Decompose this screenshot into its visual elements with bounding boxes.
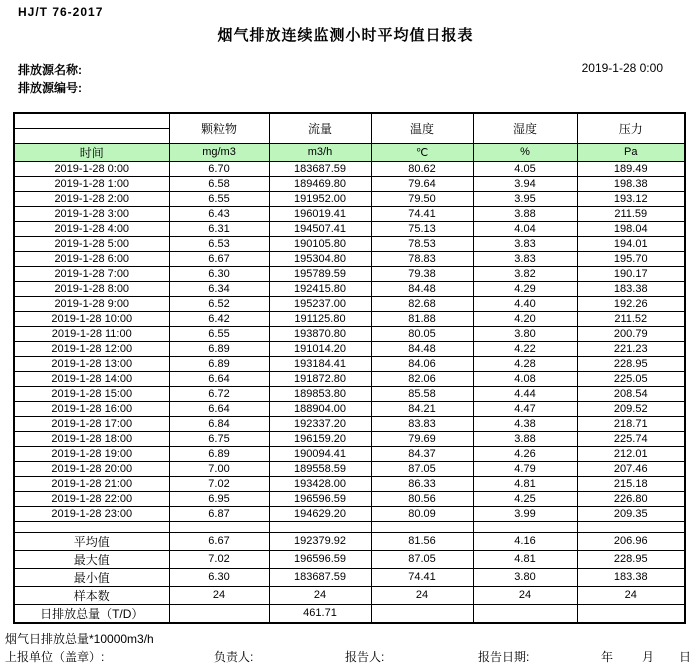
value-cell — [371, 604, 473, 623]
table-row — [14, 401, 685, 416]
table-row — [14, 356, 685, 371]
time-cell: 2019-1-28 3:00 — [14, 206, 169, 221]
value-cell: 3.95 — [473, 191, 577, 206]
value-cell: 198.38 — [577, 176, 685, 191]
value-cell: 7.02 — [169, 476, 269, 491]
empty-cell — [269, 521, 371, 532]
day-label: 日 — [679, 650, 691, 664]
value-cell: 24 — [269, 586, 371, 604]
value-cell: 74.41 — [371, 568, 473, 586]
value-cell: 83.83 — [371, 416, 473, 431]
value-cell: 4.40 — [473, 296, 577, 311]
value-cell: 6.89 — [169, 446, 269, 461]
value-cell: 3.88 — [473, 431, 577, 446]
table-row — [14, 236, 685, 251]
table-row — [14, 491, 685, 506]
value-cell: 82.06 — [371, 371, 473, 386]
value-cell: 6.64 — [169, 371, 269, 386]
value-cell: 218.71 — [577, 416, 685, 431]
value-cell: 78.53 — [371, 236, 473, 251]
value-cell: 195.70 — [577, 251, 685, 266]
value-cell: 24 — [371, 586, 473, 604]
value-cell: 85.58 — [371, 386, 473, 401]
time-cell: 2019-1-28 14:00 — [14, 371, 169, 386]
value-cell: 24 — [577, 586, 685, 604]
table-row — [14, 586, 685, 604]
spacer-section — [14, 521, 685, 532]
time-cell: 2019-1-28 19:00 — [14, 446, 169, 461]
value-cell: 81.56 — [371, 532, 473, 550]
value-cell: 6.53 — [169, 236, 269, 251]
source-code-label: 排放源编号: — [18, 81, 82, 95]
value-cell: 80.05 — [371, 326, 473, 341]
value-cell: 84.48 — [371, 281, 473, 296]
value-cell: 80.09 — [371, 506, 473, 521]
report-table — [13, 112, 686, 624]
value-cell: 4.44 — [473, 386, 577, 401]
value-cell: 81.88 — [371, 311, 473, 326]
value-cell: 84.06 — [371, 356, 473, 371]
value-cell: 4.08 — [473, 371, 577, 386]
value-cell: 196159.20 — [269, 431, 371, 446]
table-row — [14, 281, 685, 296]
value-cell: 6.89 — [169, 356, 269, 371]
empty-cell — [169, 521, 269, 532]
value-cell: 6.58 — [169, 176, 269, 191]
value-cell: 190094.41 — [269, 446, 371, 461]
report-table-head — [14, 113, 685, 161]
value-cell: 208.54 — [577, 386, 685, 401]
value-cell: 6.64 — [169, 401, 269, 416]
column-header-temperature: 温度 — [371, 113, 473, 143]
value-cell: 3.80 — [473, 326, 577, 341]
report-datetime: 2019-1-28 0:00 — [581, 61, 663, 75]
value-cell: 206.96 — [577, 532, 685, 550]
table-row — [14, 251, 685, 266]
value-cell: 87.05 — [371, 461, 473, 476]
value-cell: 192415.80 — [269, 281, 371, 296]
value-cell: 84.48 — [371, 341, 473, 356]
time-cell: 2019-1-28 11:00 — [14, 326, 169, 341]
value-cell: 24 — [169, 586, 269, 604]
value-cell: 4.81 — [473, 550, 577, 568]
time-cell: 2019-1-28 1:00 — [14, 176, 169, 191]
value-cell: 87.05 — [371, 550, 473, 568]
empty-cell — [473, 521, 577, 532]
value-cell: 192337.20 — [269, 416, 371, 431]
value-cell: 80.62 — [371, 161, 473, 176]
value-cell: 80.56 — [371, 491, 473, 506]
report-date-label: 报告日期: — [478, 650, 530, 664]
value-cell: 212.01 — [577, 446, 685, 461]
value-cell: 189.49 — [577, 161, 685, 176]
table-row — [14, 532, 685, 550]
empty-cell — [371, 521, 473, 532]
table-row — [14, 311, 685, 326]
table-row — [14, 476, 685, 491]
value-cell: 6.30 — [169, 266, 269, 281]
time-cell: 2019-1-28 4:00 — [14, 221, 169, 236]
value-cell: 4.28 — [473, 356, 577, 371]
value-cell: 196596.59 — [269, 550, 371, 568]
value-cell: 209.52 — [577, 401, 685, 416]
value-cell: 225.74 — [577, 431, 685, 446]
value-cell: 211.59 — [577, 206, 685, 221]
column-header-particulate: 颗粒物 — [169, 113, 269, 143]
value-cell: 189469.80 — [269, 176, 371, 191]
value-cell: 4.25 — [473, 491, 577, 506]
value-cell: 193.12 — [577, 191, 685, 206]
header-row — [14, 113, 685, 128]
corner-cell-bottom — [14, 128, 169, 143]
value-cell: 7.02 — [169, 550, 269, 568]
value-cell — [577, 604, 685, 623]
table-row — [14, 221, 685, 236]
value-cell: 191952.00 — [269, 191, 371, 206]
value-cell: 84.37 — [371, 446, 473, 461]
value-cell: 6.84 — [169, 416, 269, 431]
value-cell: 4.29 — [473, 281, 577, 296]
value-cell: 6.67 — [169, 532, 269, 550]
month-label: 月 — [642, 650, 655, 664]
time-cell: 2019-1-28 12:00 — [14, 341, 169, 356]
value-cell: 6.89 — [169, 341, 269, 356]
corner-cell-top — [14, 113, 169, 128]
table-row — [14, 371, 685, 386]
time-cell: 2019-1-28 23:00 — [14, 506, 169, 521]
value-cell: 192379.92 — [269, 532, 371, 550]
value-cell: 6.70 — [169, 161, 269, 176]
reporter-label: 报告人: — [345, 650, 385, 664]
value-cell: 3.94 — [473, 176, 577, 191]
time-cell: 2019-1-28 8:00 — [14, 281, 169, 296]
time-cell: 2019-1-28 5:00 — [14, 236, 169, 251]
table-row — [14, 461, 685, 476]
spacer-row — [14, 521, 685, 532]
time-column-header: 时间 — [14, 143, 169, 161]
value-cell: 3.83 — [473, 236, 577, 251]
table-row — [14, 296, 685, 311]
year-label: 年 — [601, 650, 614, 664]
table-row — [14, 191, 685, 206]
time-cell: 2019-1-28 2:00 — [14, 191, 169, 206]
value-cell: 194507.41 — [269, 221, 371, 236]
summary-label-cell: 日排放总量（T/D） — [14, 604, 169, 623]
value-cell: 195304.80 — [269, 251, 371, 266]
time-cell: 2019-1-28 16:00 — [14, 401, 169, 416]
value-cell: 4.22 — [473, 341, 577, 356]
source-name-label: 排放源名称: — [18, 63, 82, 77]
value-cell: 6.30 — [169, 568, 269, 586]
report-unit-label: 上报单位（盖章）: — [5, 650, 105, 664]
table-row — [14, 431, 685, 446]
value-cell: 6.67 — [169, 251, 269, 266]
summary-label-cell: 最小值 — [14, 568, 169, 586]
value-cell: 228.95 — [577, 550, 685, 568]
signature-row — [0, 648, 691, 666]
value-cell: 82.68 — [371, 296, 473, 311]
value-cell: 24 — [473, 586, 577, 604]
value-cell: 7.00 — [169, 461, 269, 476]
table-row — [14, 341, 685, 356]
value-cell: 4.81 — [473, 476, 577, 491]
value-cell: 78.83 — [371, 251, 473, 266]
table-row — [14, 506, 685, 521]
value-cell: 6.34 — [169, 281, 269, 296]
value-cell: 6.95 — [169, 491, 269, 506]
value-cell: 6.72 — [169, 386, 269, 401]
value-cell: 188904.00 — [269, 401, 371, 416]
value-cell: 74.41 — [371, 206, 473, 221]
value-cell — [473, 604, 577, 623]
value-cell: 6.43 — [169, 206, 269, 221]
column-header-flow: 流量 — [269, 113, 371, 143]
value-cell: 3.99 — [473, 506, 577, 521]
value-cell: 207.46 — [577, 461, 685, 476]
value-cell: 194629.20 — [269, 506, 371, 521]
value-cell: 4.47 — [473, 401, 577, 416]
summary-label-cell: 平均值 — [14, 532, 169, 550]
value-cell: 195789.59 — [269, 266, 371, 281]
value-cell: 4.16 — [473, 532, 577, 550]
value-cell: 3.80 — [473, 568, 577, 586]
value-cell: 190.17 — [577, 266, 685, 281]
column-header-humidity: 湿度 — [473, 113, 577, 143]
unit-flow: m3/h — [269, 143, 371, 161]
report-table-summary — [14, 532, 685, 623]
value-cell: 86.33 — [371, 476, 473, 491]
table-row — [14, 604, 685, 623]
table-row — [14, 161, 685, 176]
unit-pressure: Pa — [577, 143, 685, 161]
value-cell: 189558.59 — [269, 461, 371, 476]
value-cell: 84.21 — [371, 401, 473, 416]
value-cell: 211.52 — [577, 311, 685, 326]
value-cell: 79.69 — [371, 431, 473, 446]
empty-cell — [14, 521, 169, 532]
value-cell: 4.20 — [473, 311, 577, 326]
table-row — [14, 416, 685, 431]
time-cell: 2019-1-28 15:00 — [14, 386, 169, 401]
value-cell: 6.75 — [169, 431, 269, 446]
value-cell: 191125.80 — [269, 311, 371, 326]
value-cell: 3.83 — [473, 251, 577, 266]
summary-label-cell: 样本数 — [14, 586, 169, 604]
time-cell: 2019-1-28 17:00 — [14, 416, 169, 431]
summary-label-cell: 最大值 — [14, 550, 169, 568]
value-cell: 4.04 — [473, 221, 577, 236]
table-row — [14, 206, 685, 221]
value-cell: 6.31 — [169, 221, 269, 236]
value-cell: 79.38 — [371, 266, 473, 281]
value-cell: 3.82 — [473, 266, 577, 281]
value-cell: 6.52 — [169, 296, 269, 311]
value-cell: 4.05 — [473, 161, 577, 176]
value-cell: 193184.41 — [269, 356, 371, 371]
time-cell: 2019-1-28 0:00 — [14, 161, 169, 176]
value-cell: 200.79 — [577, 326, 685, 341]
time-cell: 2019-1-28 18:00 — [14, 431, 169, 446]
table-row — [14, 176, 685, 191]
page-title: 烟气排放连续监测小时平均值日报表 — [217, 27, 474, 44]
value-cell: 191872.80 — [269, 371, 371, 386]
time-cell: 2019-1-28 6:00 — [14, 251, 169, 266]
value-cell: 75.13 — [371, 221, 473, 236]
value-cell: 228.95 — [577, 356, 685, 371]
standard-code: HJ/T 76-2017 — [18, 5, 104, 19]
report-table-body — [14, 161, 685, 521]
time-cell: 2019-1-28 7:00 — [14, 266, 169, 281]
value-cell: 193870.80 — [269, 326, 371, 341]
value-cell: 194.01 — [577, 236, 685, 251]
value-cell: 461.71 — [269, 604, 371, 623]
value-cell: 3.88 — [473, 206, 577, 221]
table-row — [14, 550, 685, 568]
value-cell: 4.26 — [473, 446, 577, 461]
value-cell: 79.50 — [371, 191, 473, 206]
value-cell: 226.80 — [577, 491, 685, 506]
value-cell: 6.42 — [169, 311, 269, 326]
value-cell: 183687.59 — [269, 568, 371, 586]
value-cell: 6.87 — [169, 506, 269, 521]
value-cell: 193428.00 — [269, 476, 371, 491]
time-cell: 2019-1-28 21:00 — [14, 476, 169, 491]
daily-total-note: 烟气日排放总量*10000m3/h — [5, 632, 154, 646]
table-row — [14, 266, 685, 281]
time-cell: 2019-1-28 9:00 — [14, 296, 169, 311]
table-row — [14, 326, 685, 341]
value-cell: 195237.00 — [269, 296, 371, 311]
value-cell: 196019.41 — [269, 206, 371, 221]
value-cell: 189853.80 — [269, 386, 371, 401]
value-cell: 196596.59 — [269, 491, 371, 506]
value-cell: 183.38 — [577, 281, 685, 296]
value-cell: 6.55 — [169, 326, 269, 341]
table-row — [14, 386, 685, 401]
value-cell — [169, 604, 269, 623]
column-header-pressure: 压力 — [577, 113, 685, 143]
value-cell: 191014.20 — [269, 341, 371, 356]
value-cell: 183687.59 — [269, 161, 371, 176]
unit-temperature: ℃ — [371, 143, 473, 161]
table-row — [14, 446, 685, 461]
value-cell: 183.38 — [577, 568, 685, 586]
value-cell: 198.04 — [577, 221, 685, 236]
unit-particulate: mg/m3 — [169, 143, 269, 161]
unit-humidity: % — [473, 143, 577, 161]
time-cell: 2019-1-28 10:00 — [14, 311, 169, 326]
value-cell: 79.64 — [371, 176, 473, 191]
empty-cell — [577, 521, 685, 532]
value-cell: 190105.80 — [269, 236, 371, 251]
value-cell: 192.26 — [577, 296, 685, 311]
value-cell: 225.05 — [577, 371, 685, 386]
time-cell: 2019-1-28 22:00 — [14, 491, 169, 506]
value-cell: 4.38 — [473, 416, 577, 431]
unit-row — [14, 143, 685, 161]
value-cell: 221.23 — [577, 341, 685, 356]
value-cell: 215.18 — [577, 476, 685, 491]
time-cell: 2019-1-28 13:00 — [14, 356, 169, 371]
table-row — [14, 568, 685, 586]
responsible-person-label: 负责人: — [214, 650, 254, 664]
value-cell: 4.79 — [473, 461, 577, 476]
time-cell: 2019-1-28 20:00 — [14, 461, 169, 476]
value-cell: 209.35 — [577, 506, 685, 521]
value-cell: 6.55 — [169, 191, 269, 206]
